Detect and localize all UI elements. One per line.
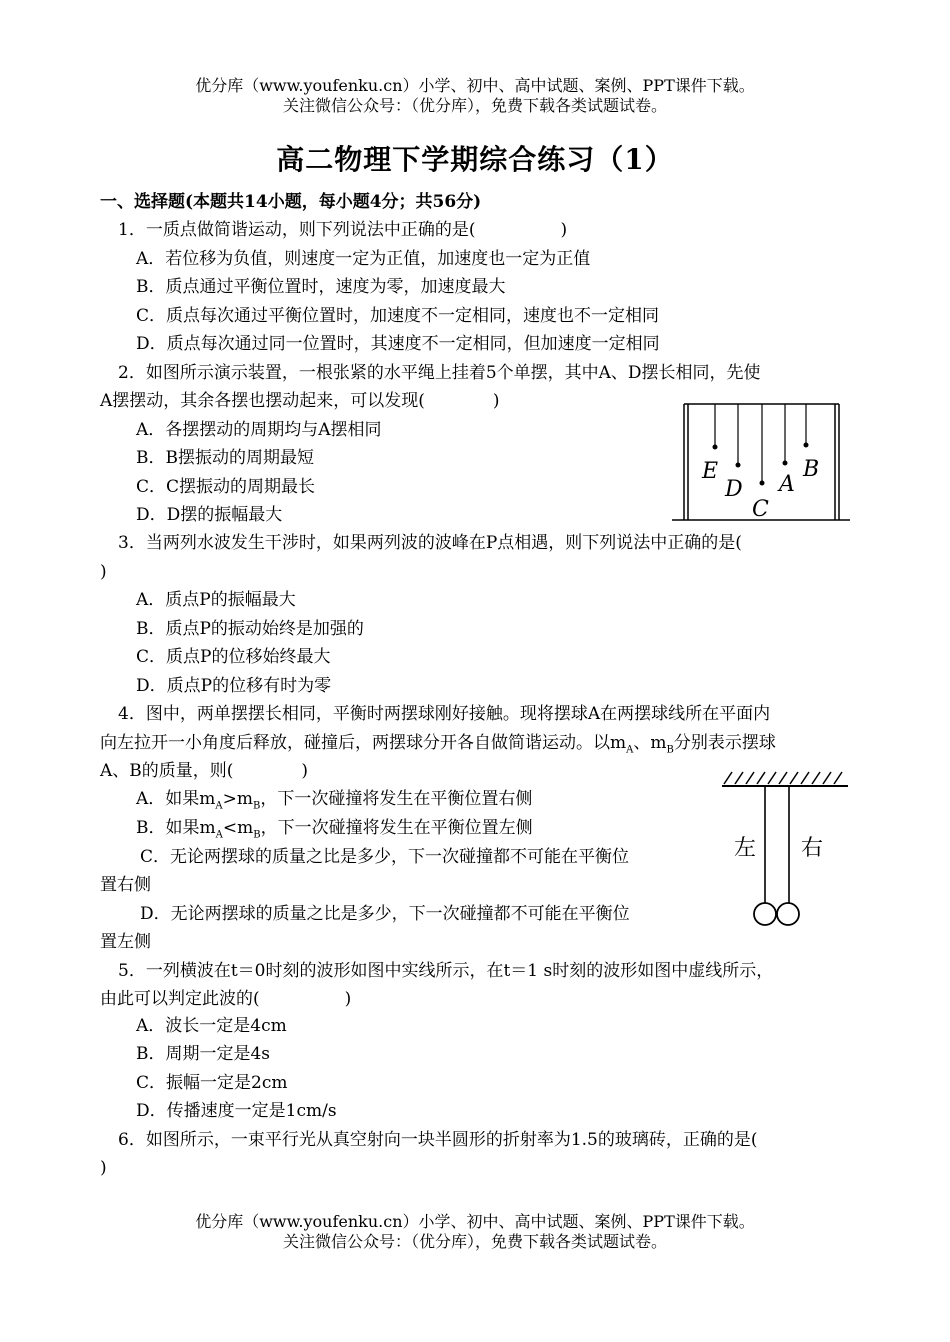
page-title: 高二物理下学期综合练习（1） — [276, 143, 674, 176]
q3-option-b: B．质点P的振动始终是加强的 — [136, 619, 364, 639]
q4-option-c-line1: C．无论两摆球的质量之比是多少，下一次碰撞都不可能在平衡位 — [140, 847, 630, 867]
label-right: 右 — [801, 836, 824, 861]
q3-stem-line2: ) — [100, 562, 107, 582]
pendulum-a-bob — [783, 461, 788, 466]
footer-line-2: 关注微信公众号：（优分库），免费下载各类试题试卷。 — [282, 1232, 667, 1251]
ball-b — [777, 903, 799, 925]
q2-option-a: A．各摆摆动的周期均与A摆相同 — [136, 420, 382, 440]
q3-option-d: D．质点P的位移有时为零 — [136, 676, 332, 696]
q3-option-a: A．质点P的振幅最大 — [136, 590, 296, 610]
q2-stem-line2: A摆摆动，其余各摆也摆动起来，可以发现( ) — [100, 391, 500, 411]
pendulum-d-bob — [736, 463, 741, 468]
q1-option-c: C．质点每次通过平衡位置时，加速度不一定相同，速度也不一定相同 — [136, 306, 660, 326]
ball-a — [754, 903, 776, 925]
q4-option-d-line2: 置左侧 — [100, 932, 151, 952]
q4-option-a: A．如果$m_A>m_B$，下一次碰撞将发生在平衡位置右侧 — [136, 789, 533, 812]
q2-option-c: C．C摆振动的周期最长 — [136, 477, 316, 497]
q1-option-b: B．质点通过平衡位置时，速度为零，加速度最大 — [136, 277, 506, 297]
two-pendulum-figure — [716, 766, 856, 930]
label-c: C — [752, 497, 769, 522]
label-b: B — [803, 457, 820, 482]
q1-stem: 1．一质点做简谐运动，则下列说法中正确的是( ) — [118, 220, 568, 240]
q5-option-d: D．传播速度一定是1cm/s — [136, 1101, 337, 1121]
label-d: D — [725, 477, 743, 502]
q4-option-c-line2: 置右侧 — [100, 875, 151, 895]
pendulum-c-bob — [760, 481, 765, 486]
q5-stem-line1: 5．一列横波在t＝0时刻的波形如图中实线所示，在t＝1 s时刻的波形如图中虚线所示， — [118, 961, 774, 981]
q3-option-c: C．质点P的位移始终最大 — [136, 647, 331, 667]
footer-line-1: 优分库（www.youfenku.cn）小学、初中、高中试题、案例、PPT课件下载。 — [195, 1212, 755, 1231]
header-line-1: 优分库（www.youfenku.cn）小学、初中、高中试题、案例、PPT课件下载。 — [195, 76, 755, 95]
q6-stem-line1: 6．如图所示，一束平行光从真空射向一块半圆形的折射率为1.5的玻璃砖，正确的是( — [118, 1130, 758, 1150]
q2-option-b: B．B摆振动的周期最短 — [136, 448, 314, 468]
q6-stem-line2: ) — [100, 1158, 107, 1178]
ceiling-hatch — [724, 772, 842, 784]
pendulum-e-bob — [713, 445, 718, 450]
q5-stem-line2: 由此可以判定此波的( ) — [100, 989, 352, 1009]
label-e: E — [702, 459, 719, 484]
section-heading: 一、选择题(本题共14小题，每小题4分；共56分) — [100, 192, 482, 212]
q1-option-d: D．质点每次通过同一位置时，其速度不一定相同，但加速度一定相同 — [136, 334, 660, 354]
pendulum-figure — [668, 398, 852, 522]
q1-option-a: A．若位移为负值，则速度一定为正值，加速度也一定为正值 — [136, 249, 591, 269]
q3-stem-line1: 3．当两列水波发生干涉时，如果两列波的波峰在P点相遇，则下列说法中正确的是( — [118, 533, 742, 553]
q4-stem-line3: A、B的质量，则( ) — [100, 761, 309, 781]
q4-stem-line1: 4．图中，两单摆摆长相同，平衡时两摆球刚好接触。现将摆球A在两摆球线所在平面内 — [118, 704, 771, 724]
q5-option-a: A．波长一定是4cm — [136, 1016, 287, 1036]
q4-option-b: B．如果$m_A<m_B$，下一次碰撞将发生在平衡位置左侧 — [136, 818, 533, 841]
q4-stem-line2: 向左拉开一小角度后释放，碰撞后，两摆球分开各自做简谐运动。以$m_A$、$m_B$分别表示摆球 — [100, 733, 776, 756]
pendulum-b-bob — [804, 443, 809, 448]
q5-option-b: B．周期一定是4s — [136, 1044, 271, 1064]
q5-option-c: C．振幅一定是2cm — [136, 1073, 288, 1093]
label-a: A — [779, 472, 795, 497]
q2-option-d: D．D摆的振幅最大 — [136, 505, 283, 525]
header-line-2: 关注微信公众号：（优分库），免费下载各类试题试卷。 — [282, 96, 667, 115]
label-left: 左 — [734, 836, 757, 861]
q2-stem-line1: 2．如图所示演示装置，一根张紧的水平绳上挂着5个单摆，其中A、D摆长相同，先使 — [118, 363, 761, 383]
q4-option-d-line1: D．无论两摆球的质量之比是多少，下一次碰撞都不可能在平衡位 — [140, 904, 630, 924]
